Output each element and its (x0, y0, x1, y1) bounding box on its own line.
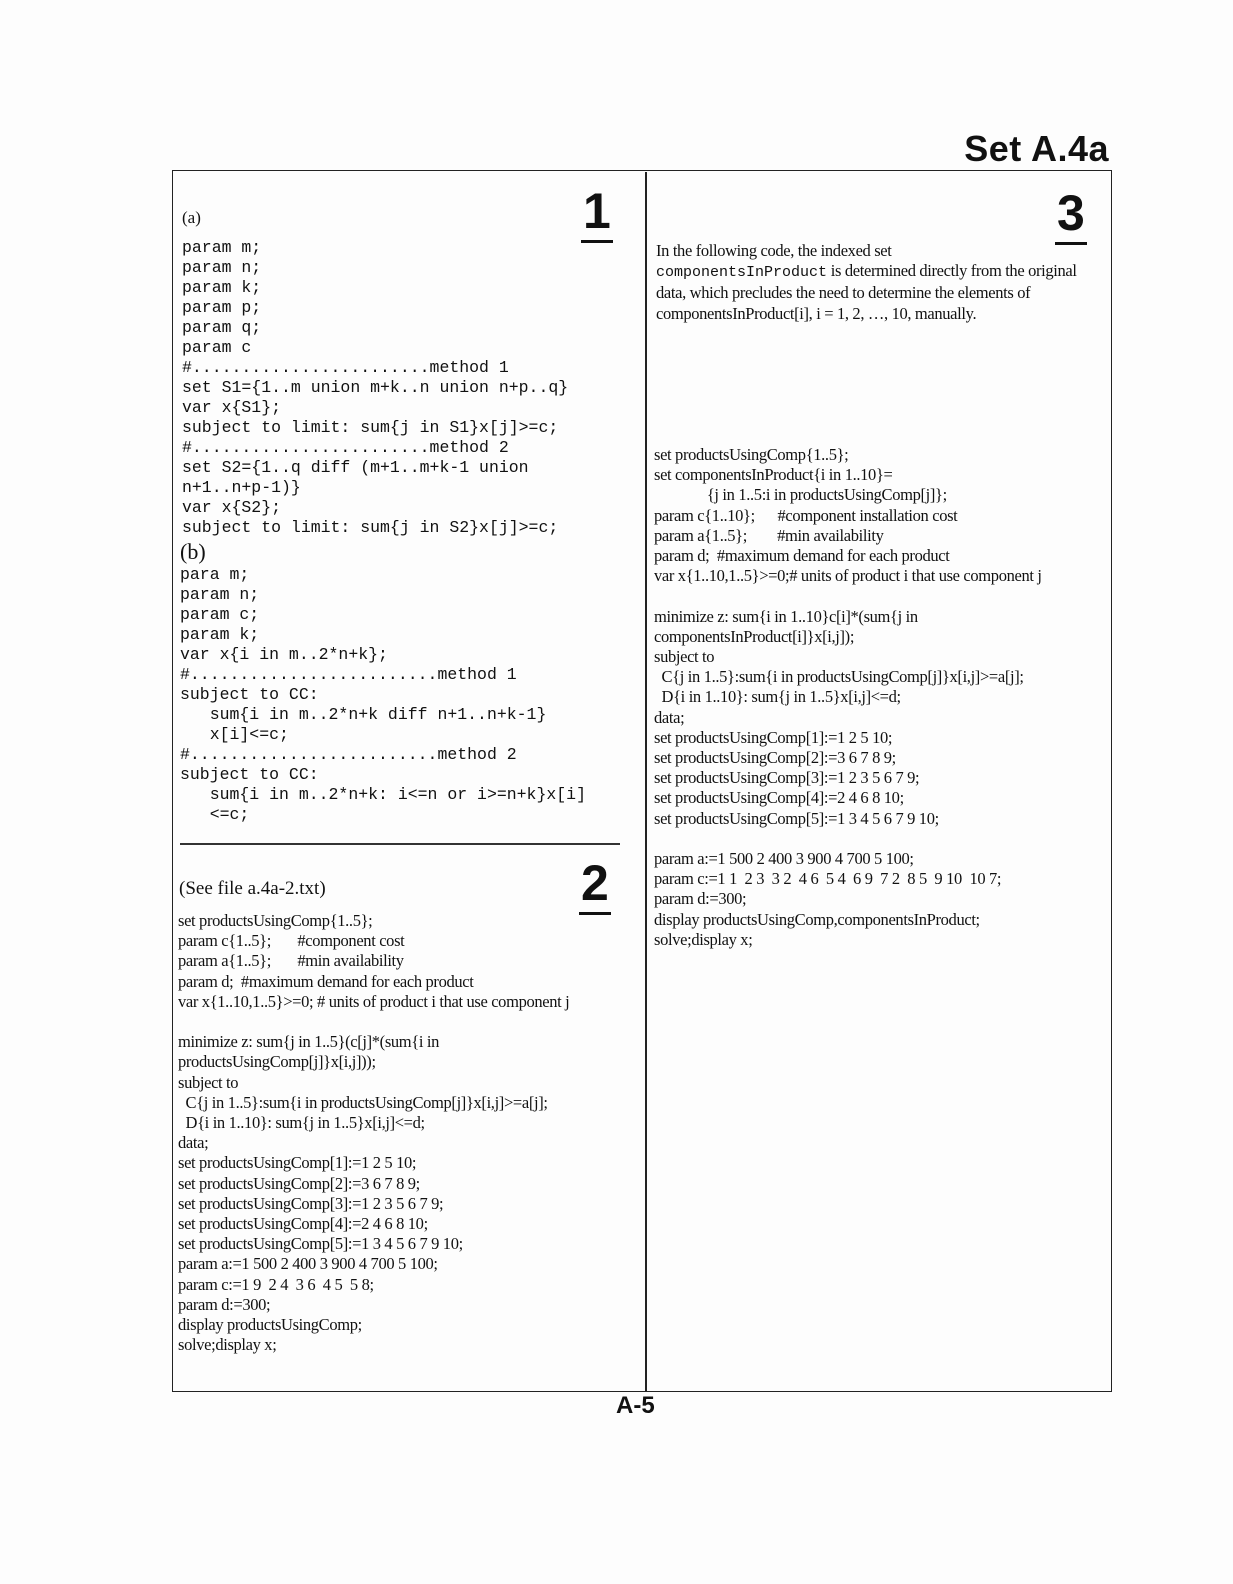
part-b-code: para m; param n; param c; param k; var x{i in m..2*n+k}; #.........................method 1 subject to CC: sum{i in m..2*n+k diff n+1..n+k-1} x[i]<=c; #.........................method 2 subject to CC: sum{i in m..2*n+k: i<=n or i>=n+k}x[i] <=c; (180, 565, 586, 824)
part-a-label: (a) (182, 208, 201, 227)
set-title: Set A.4a (964, 128, 1109, 169)
section-2-number: 2 (579, 858, 611, 915)
panel3-intro (656, 241, 1096, 324)
column-divider (645, 172, 647, 1392)
page-number: A-5 (616, 1392, 655, 1419)
intro-text-end: is determined directly from the original data, which precludes the need to determine the elements of componentsInProduct[i], i = 1, 2, …, 10, manually. (656, 261, 1077, 323)
intro-inline-code: componentsInProduct (656, 264, 828, 282)
section-3-number: 3 (1055, 188, 1087, 245)
panel2-heading: (See file a.4a-2.txt) (179, 878, 326, 899)
section-1-number: 1 (581, 186, 613, 243)
part-a-code: param m; param n; param k; param p; param q; param c #........................method 1 set S1={1..m union m+k..n union n+p..q} var x{S1}; subject to limit: sum{j in S1}x[j]>=c; #........................method 2 set S2={1..q diff (m+1..m+k-1 union n+1..n+p-1)} var x{S2}; subject to limit: sum{j in S2}x[j]>=c; (182, 238, 569, 537)
section-divider (180, 843, 620, 845)
intro-text-start: In the following code, the indexed set (656, 241, 892, 260)
panel2-code: set productsUsingComp{1..5}; param c{1..5}; #component cost param a{1..5}; #min availability param d; #maximum demand for each product var x{1..10,1..5}>=0; # units of product i that use component j minimize z: sum{j in 1..5}(c[j]*(sum{i in productsUsingComp[j]}x[i,j])); subject to C{j in 1..5}:sum{i in productsUsingComp[j]}x[i,j]>=a[j]; D{i in 1..10}: sum{j in 1..5}x[i,j]<=d; data; set productsUsingComp[1]:=1 2 5 10; set productsUsingComp[2]:=3 6 7 8 9; set productsUsingComp[3]:=1 2 3 5 6 7 9; set productsUsingComp[4]:=2 4 6 8 10; set productsUsingComp[5]:=1 3 4 5 6 7 9 10; param a:=1 500 2 400 3 900 4 700 5 100; param c:=1 9 2 4 3 6 4 5 5 8; param d:=300; display productsUsingComp; solve;display x; (178, 911, 570, 1355)
part-b-label: (b) (180, 539, 206, 564)
panel3-code: set productsUsingComp{1..5}; set componentsInProduct{i in 1..10}= {j in 1..5:i in productsUsingComp[j]}; param c{1..10}; #component installation cost param a{1..5}; #min availability param d; #maximum demand for each product var x{1..10,1..5}>=0;# units of product i that use component j minimize z: sum{i in 1..10}c[i]*(sum{j in componentsInProduct[i]}x[i,j]); subject to C{j in 1..5}:sum{i in productsUsingComp[j]}x[i,j]>=a[j]; D{i in 1..10}: sum{j in 1..5}x[i,j]<=d; data; set productsUsingComp[1]:=1 2 5 10; set productsUsingComp[2]:=3 6 7 8 9; set productsUsingComp[3]:=1 2 3 5 6 7 9; set productsUsingComp[4]:=2 4 6 8 10; set productsUsingComp[5]:=1 3 4 5 6 7 9 10; param a:=1 500 2 400 3 900 4 700 5 100; param c:=1 1 2 3 3 2 4 6 5 4 6 9 7 2 8 5 9 10 10 7; param d:=300; display productsUsingComp,componentsInProduct; solve;display x; (654, 445, 1042, 949)
